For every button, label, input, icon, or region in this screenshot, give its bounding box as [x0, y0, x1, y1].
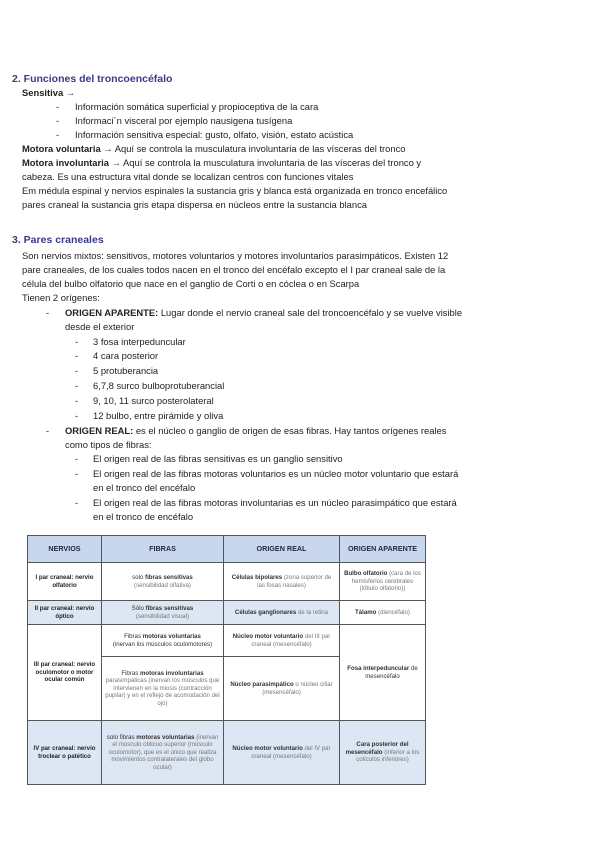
bullet-dash: -: [75, 336, 79, 347]
table-header-row: [28, 536, 426, 563]
bullet-dash: -: [56, 101, 60, 112]
fibras-cell: Fibras motoras involuntarias parasimpáticas (inervan los músculos que intervienen en la miosis (contracción pupilar) y en el reflejo de acomodación del ojo): [102, 657, 224, 721]
origen-aparente-cell: Tálamo (diencéfalo): [340, 601, 426, 625]
origen-real-cell: Células bipolares (zona superior de las fosas nasales): [224, 563, 340, 601]
fibras-cell: Sólo fibras sensitivas (sensibilidad visual): [102, 601, 224, 625]
header-nervios: NERVIOS: [28, 536, 102, 563]
sensitiva-label: Sensitiva →: [22, 87, 76, 98]
header-origen-real: ORIGEN REAL: [224, 536, 340, 563]
bullet-dash: -: [46, 307, 50, 318]
origins-label: Tienen 2 orígenes:: [22, 292, 100, 303]
origen-aparente-cell: Fosa interpeduncular de mesencéfalo: [340, 625, 426, 721]
motora-involuntaria-text: → Aquí se controla la musculatura involuntaria de las vísceras del tronco y: [108, 157, 422, 168]
motora-voluntaria-line: [22, 143, 406, 156]
bullet-dash: -: [75, 468, 79, 479]
origen-aparente-cont: desde el exterior: [65, 321, 135, 332]
origen-real-cont: como tipos de fibras:: [65, 439, 152, 450]
origen-aparente-text: Lugar donde el nervio craneal sale del troncoencéfalo y se vuelve visible: [158, 307, 463, 318]
origen-aparente-cell: Bulbo olfatorio (cara de los hemisferios cerebrales (lóbulo olfatorio)): [340, 563, 426, 601]
sensitiva-item: Información somática superficial y propioceptiva de la cara: [75, 101, 319, 112]
fibras-cell: solo fibras sensitivas (sensibilidad olfativa): [102, 563, 224, 601]
bullet-dash: -: [46, 425, 50, 436]
nervio-cell: III par craneal: nervio oculomotor o motor ocular común: [28, 625, 102, 721]
aparente-item: 9, 10, 11 surco posterolateral: [93, 395, 214, 406]
motora-involuntaria-cont: cabeza. Es una estructura vital donde se localizan centros con funciones vitales: [22, 171, 354, 182]
motora-voluntaria-text: → Aquí se controla la musculatura involuntaria de las vísceras del tronco: [100, 143, 406, 154]
intro-line: célula del bulbo olfatorio que nace en el ganglio de Corti o en cóclea o en Scarpa: [22, 278, 360, 289]
aparente-item: 5 protuberancia: [93, 365, 159, 376]
aparente-item: 12 bulbo, entre pirámide y oliva: [93, 410, 224, 421]
real-item: El origen real de las fibras motoras voluntarios es un núcleo motor voluntario que estará: [93, 468, 459, 479]
aparente-item: 4 cara posterior: [93, 350, 159, 361]
table-row: [28, 625, 426, 657]
origen-aparente-cell: Cara posterior del mesencéfalo (inferior a los colículos inferiores): [340, 721, 426, 785]
origen-real-text: es el núcleo o ganglio de origen de esas fibras. Hay tantos orígenes reales: [133, 425, 447, 436]
cranial-nerves-table: [27, 535, 426, 785]
table-row: [28, 601, 426, 625]
bullet-dash: -: [75, 365, 79, 376]
nervio-cell: I par craneal: nervio olfatorio: [28, 563, 102, 601]
nervio-cell: IV par craneal: nervio troclear o patético: [28, 721, 102, 785]
bullet-dash: -: [75, 497, 79, 508]
origen-aparente-label: ORIGEN APARENTE:: [65, 307, 159, 318]
origen-real-cell: Células ganglionares de la retina: [224, 601, 340, 625]
section-3-title: 3. Pares craneales: [12, 234, 104, 246]
nervio-cell: II par craneal: nervio óptico: [28, 601, 102, 625]
motora-involuntaria-label: Motora involuntaria: [22, 157, 109, 168]
bullet-dash: -: [56, 129, 60, 140]
fibras-cell: solo fibras motoras voluntarias (inervan el músculo oblicuo superior (músculo oculomotor), que es el único que realiza movimientos contralaterales del globo ocular): [102, 721, 224, 785]
origen-real-label: ORIGEN REAL:: [65, 425, 134, 436]
aparente-item: 3 fosa interpeduncular: [93, 336, 186, 347]
bullet-dash: -: [56, 115, 60, 126]
medula-line: pares craneal la sustancia gris etapa dispersa en núcleos entre la sustancia blanca: [22, 199, 367, 210]
header-fibras: FIBRAS: [102, 536, 224, 563]
sensitiva-item: Información sensitiva especial: gusto, olfato, visión, estato acústica: [75, 129, 354, 140]
bullet-dash: -: [75, 380, 79, 391]
fibras-cell: Fibras motoras voluntarias (inervan los músculos oculomotores): [102, 625, 224, 657]
bullet-dash: -: [75, 410, 79, 421]
origen-real-cell: Núcleo motor voluntario del IV par craneal (mesencéfalo): [224, 721, 340, 785]
motora-voluntaria-label: Motora voluntaria: [22, 143, 101, 154]
table-row: [28, 563, 426, 601]
real-item-cont: en el tronco de encéfalo: [93, 511, 194, 522]
bullet-dash: -: [75, 395, 79, 406]
real-item: El origen real de las fibras sensitivas es un ganglio sensitivo: [93, 453, 343, 464]
origen-real-cell: Núcleo motor voluntario del III par craneal (mesencéfalo): [224, 625, 340, 657]
table-row: [28, 721, 426, 785]
bullet-dash: -: [75, 453, 79, 464]
bullet-dash: -: [75, 350, 79, 361]
origen-real-cell: Núcleo parasimpático o núcleo ciliar (mesencéfalo): [224, 657, 340, 721]
medula-line: Em médula espinal y nervios espinales la sustancia gris y blanca está organizada en tronco encefálico: [22, 185, 448, 196]
aparente-item: 6,7,8 surco bulboprotuberancial: [93, 380, 225, 391]
real-item: El origen real de las fibras motoras involuntarias es un núcleo parasimpático que estará: [93, 497, 457, 508]
origen-aparente-line: [65, 307, 462, 320]
real-item-cont: en el tronco del encéfalo: [93, 482, 196, 493]
intro-line: Son nervios mixtos: sensitivos, motores voluntarios y motores involuntarios parasimpáticos. Existen 12: [22, 250, 449, 261]
header-origen-aparente: ORIGEN APARENTE: [340, 536, 426, 563]
sensitiva-item: Informaci´n visceral por ejemplo nausigena tusígena: [75, 115, 293, 126]
section-2-title: 2. Funciones del troncoencéfalo: [12, 73, 173, 85]
motora-involuntaria-line: [22, 157, 421, 170]
origen-real-line: [65, 425, 446, 438]
intro-line: pare craneales, de los cuales todos nacen en el tronco del encéfalo excepto el I par craneal sale de la: [22, 264, 446, 275]
